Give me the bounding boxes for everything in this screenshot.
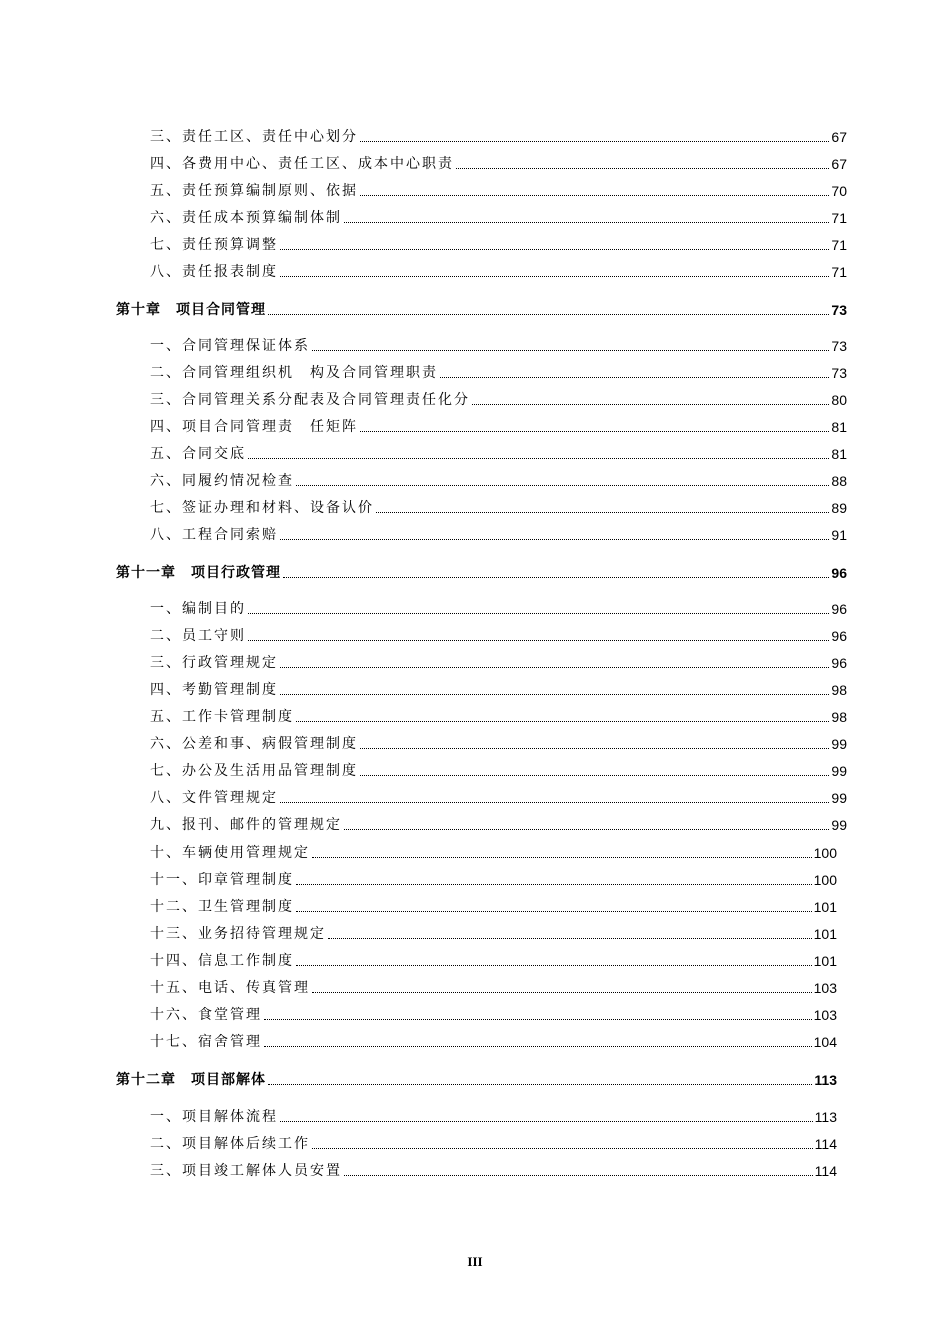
dot-leader	[296, 883, 812, 885]
toc-entry-page-number: 96	[831, 565, 847, 581]
toc-entry-page-number: 81	[831, 446, 847, 462]
toc-entry-title: 六、同履约情况检查	[150, 473, 294, 489]
toc-entry-page-number: 101	[813, 926, 837, 942]
toc-entry-page-number: 103	[813, 1007, 837, 1023]
dot-leader	[376, 511, 829, 513]
toc-entry-page-number: 99	[831, 736, 847, 752]
toc-entry-title: 二、合同管理组织机 构及合同管理职责	[150, 365, 438, 381]
toc-entry-title: 九、报刊、邮件的管理规定	[150, 817, 342, 833]
dot-leader	[344, 1174, 813, 1176]
toc-entry-page-number: 114	[814, 1136, 837, 1152]
dot-leader	[280, 248, 829, 250]
toc-entry-page-number: 100	[813, 872, 837, 888]
toc-section-entry[interactable]	[150, 978, 837, 998]
toc-entry-title: 三、责任工区、责任中心划分	[150, 129, 358, 145]
dot-leader	[312, 991, 812, 993]
toc-entry-page-number: 101	[813, 899, 837, 915]
toc-section-entry[interactable]	[150, 761, 847, 781]
toc-section-entry[interactable]	[150, 599, 847, 619]
toc-entry-page-number: 67	[831, 156, 847, 172]
toc-entry-page-number: 91	[831, 527, 847, 543]
toc-section-entry[interactable]	[150, 951, 837, 971]
toc-section-entry[interactable]	[150, 154, 847, 174]
dot-leader	[296, 964, 812, 966]
toc-section-entry[interactable]	[150, 924, 837, 944]
toc-entry-title: 七、责任预算调整	[150, 237, 278, 253]
dot-leader	[312, 1147, 813, 1149]
toc-section-entry[interactable]	[150, 208, 847, 228]
toc-entry-title: 八、责任报表制度	[150, 264, 278, 280]
toc-section-entry[interactable]	[150, 181, 847, 201]
toc-entry-title: 十一、印章管理制度	[150, 872, 294, 888]
dot-leader	[280, 666, 829, 668]
toc-entry-title: 十二、卫生管理制度	[150, 899, 294, 915]
dot-leader	[472, 403, 829, 405]
toc-entry-title: 七、办公及生活用品管理制度	[150, 763, 358, 779]
toc-section-entry[interactable]	[150, 897, 837, 917]
dot-leader	[268, 313, 829, 315]
toc-entry-title: 十四、信息工作制度	[150, 953, 294, 969]
toc-entry-page-number: 99	[831, 817, 847, 833]
dot-leader	[360, 430, 829, 432]
toc-section-entry[interactable]	[150, 444, 847, 464]
dot-leader	[312, 349, 829, 351]
toc-entry-title: 四、项目合同管理责 任矩阵	[150, 419, 358, 435]
toc-section-entry[interactable]	[150, 680, 847, 700]
dot-leader	[280, 693, 829, 695]
page-number-footer: III	[467, 1254, 483, 1269]
toc-entry-title: 十三、业务招待管理规定	[150, 926, 326, 942]
toc-entry-page-number: 114	[814, 1163, 837, 1179]
toc-entry-page-number: 113	[814, 1072, 837, 1088]
dot-leader	[264, 1045, 812, 1047]
toc-section-entry[interactable]	[150, 1107, 837, 1127]
toc-entry-page-number: 73	[831, 338, 847, 354]
toc-entry-page-number: 73	[831, 365, 847, 381]
toc-entry-page-number: 99	[831, 763, 847, 779]
toc-entry-title: 一、编制目的	[150, 601, 246, 617]
toc-entry-page-number: 96	[831, 601, 847, 617]
toc-section-entry[interactable]	[150, 525, 847, 545]
toc-entry-page-number: 113	[814, 1109, 837, 1125]
toc-entry-page-number: 100	[813, 845, 837, 861]
dot-leader	[268, 1083, 812, 1085]
toc-section-entry[interactable]	[150, 390, 847, 410]
dot-leader	[280, 275, 829, 277]
toc-entry-title: 第十章 项目合同管理	[116, 302, 266, 318]
dot-leader	[280, 801, 829, 803]
toc-section-entry[interactable]	[150, 870, 837, 890]
dot-leader	[440, 376, 829, 378]
toc-entry-title: 七、签证办理和材料、设备认价	[150, 500, 374, 516]
dot-leader	[296, 484, 829, 486]
toc-entry-title: 六、责任成本预算编制体制	[150, 210, 342, 226]
toc-section-entry[interactable]	[150, 471, 847, 491]
toc-entry-page-number: 103	[813, 980, 837, 996]
toc-entry-title: 十七、宿舍管理	[150, 1034, 262, 1050]
dot-leader	[328, 937, 812, 939]
toc-entry-page-number: 71	[831, 210, 847, 226]
toc-section-entry[interactable]	[150, 127, 847, 147]
dot-leader	[360, 747, 829, 749]
toc-entry-page-number: 67	[831, 129, 847, 145]
toc-chapter-entry[interactable]	[116, 563, 847, 583]
toc-section-entry[interactable]	[150, 843, 837, 863]
toc-entry-title: 第十二章 项目部解体	[116, 1072, 266, 1088]
toc-section-entry[interactable]	[150, 498, 847, 518]
toc-entry-title: 一、合同管理保证体系	[150, 338, 310, 354]
toc-section-entry[interactable]	[150, 815, 847, 835]
dot-leader	[248, 639, 829, 641]
toc-entry-page-number: 71	[831, 237, 847, 253]
toc-section-entry[interactable]	[150, 363, 847, 383]
toc-entry-title: 五、合同交底	[150, 446, 246, 462]
dot-leader	[344, 221, 829, 223]
dot-leader	[312, 856, 812, 858]
toc-section-entry[interactable]	[150, 1134, 837, 1154]
toc-entry-page-number: 89	[831, 500, 847, 516]
toc-section-entry[interactable]	[150, 262, 847, 282]
toc-entry-page-number: 73	[831, 302, 847, 318]
toc-entry-page-number: 88	[831, 473, 847, 489]
toc-entry-title: 第十一章 项目行政管理	[116, 565, 281, 581]
toc-entry-title: 六、公差和事、病假管理制度	[150, 736, 358, 752]
dot-leader	[280, 1120, 813, 1122]
dot-leader	[248, 612, 829, 614]
toc-entry-page-number: 96	[831, 655, 847, 671]
toc-section-entry[interactable]	[150, 1161, 837, 1181]
toc-chapter-entry[interactable]	[116, 1070, 837, 1090]
toc-entry-title: 十六、食堂管理	[150, 1007, 262, 1023]
dot-leader	[248, 457, 829, 459]
dot-leader	[296, 910, 812, 912]
toc-entry-page-number: 99	[831, 790, 847, 806]
toc-section-entry[interactable]	[150, 336, 847, 356]
dot-leader	[280, 538, 829, 540]
toc-entry-title: 五、责任预算编制原则、依据	[150, 183, 358, 199]
dot-leader	[360, 774, 829, 776]
toc-section-entry[interactable]	[150, 1032, 837, 1052]
dot-leader	[456, 167, 829, 169]
dot-leader	[360, 194, 829, 196]
toc-section-entry[interactable]	[150, 417, 847, 437]
toc-entry-title: 二、员工守则	[150, 628, 246, 644]
dot-leader	[283, 576, 829, 578]
toc-entry-page-number: 71	[831, 264, 847, 280]
toc-entry-page-number: 101	[813, 953, 837, 969]
toc-entry-title: 三、合同管理关系分配表及合同管理责任化分	[150, 392, 470, 408]
toc-entry-title: 一、项目解体流程	[150, 1109, 278, 1125]
toc-section-entry[interactable]	[150, 788, 847, 808]
toc-entry-page-number: 96	[831, 628, 847, 644]
toc-entry-page-number: 104	[813, 1034, 837, 1050]
dot-leader	[344, 828, 829, 830]
toc-entry-title: 三、项目竣工解体人员安置	[150, 1163, 342, 1179]
toc-entry-title: 四、各费用中心、责任工区、成本中心职责	[150, 156, 454, 172]
toc-section-entry[interactable]	[150, 734, 847, 754]
toc-entry-title: 八、文件管理规定	[150, 790, 278, 806]
toc-section-entry[interactable]	[150, 235, 847, 255]
toc-entry-page-number: 70	[831, 183, 847, 199]
toc-section-entry[interactable]	[150, 1005, 837, 1025]
toc-entry-title: 八、工程合同索赔	[150, 527, 278, 543]
toc-section-entry[interactable]	[150, 707, 847, 727]
toc-chapter-entry[interactable]	[116, 300, 847, 320]
toc-entry-page-number: 98	[831, 709, 847, 725]
toc-entry-title: 十五、电话、传真管理	[150, 980, 310, 996]
toc-entry-title: 五、工作卡管理制度	[150, 709, 294, 725]
toc-entry-page-number: 98	[831, 682, 847, 698]
toc-entry-title: 三、行政管理规定	[150, 655, 278, 671]
toc-section-entry[interactable]	[150, 626, 847, 646]
toc-entry-title: 四、考勤管理制度	[150, 682, 278, 698]
dot-leader	[264, 1018, 812, 1020]
toc-entry-page-number: 80	[831, 392, 847, 408]
toc-entry-page-number: 81	[831, 419, 847, 435]
dot-leader	[296, 720, 829, 722]
toc-entry-title: 十、车辆使用管理规定	[150, 845, 310, 861]
toc-entry-title: 二、项目解体后续工作	[150, 1136, 310, 1152]
dot-leader	[360, 140, 829, 142]
toc-section-entry[interactable]	[150, 653, 847, 673]
